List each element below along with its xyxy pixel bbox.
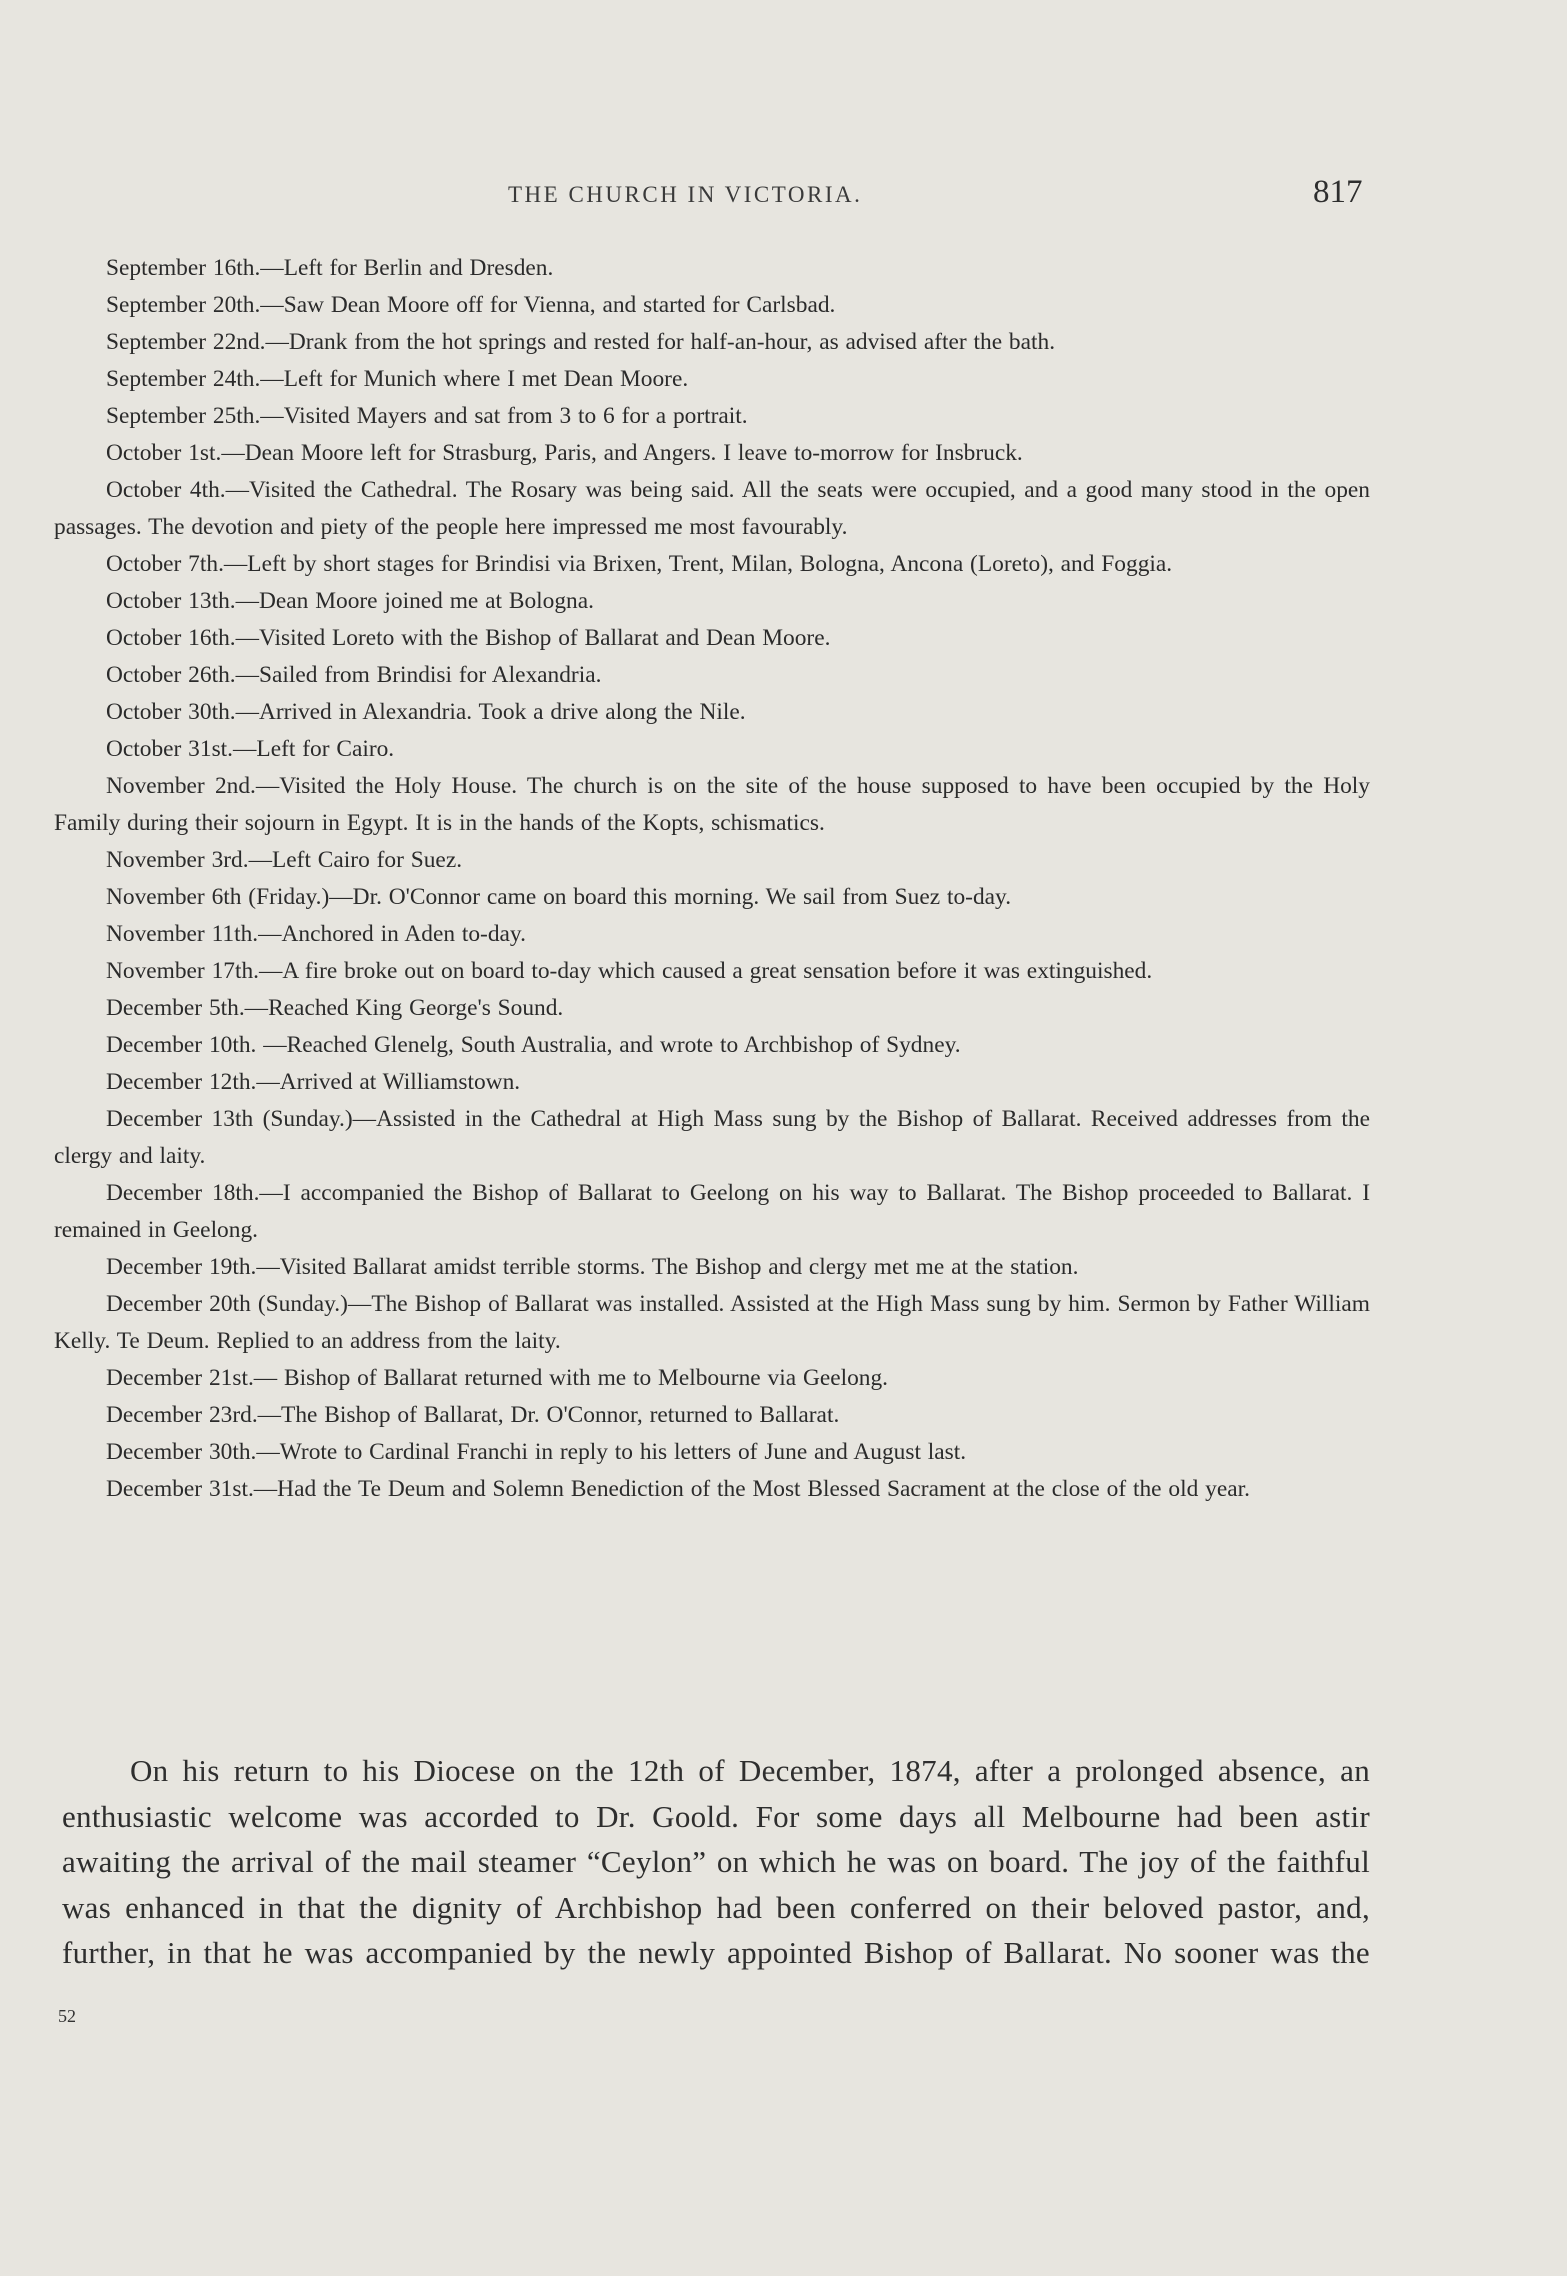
diary-entry: September 25th.—Visited Mayers and sat from 3 to 6 for a portrait. xyxy=(106,403,748,429)
diary-entry: December 20th (Sunday.)—The Bishop of Ballarat was installed. Assisted at the High Mass sung by him. Sermon by Father William Kelly. Te Deum. Replied to an address from the laity. xyxy=(54,1291,1370,1354)
diary-entry: September 24th.—Left for Munich where I met Dean Moore. xyxy=(106,366,689,392)
diary-entry: December 21st.— Bishop of Ballarat returned with me to Melbourne via Geelong. xyxy=(106,1365,889,1391)
diary-entry: December 18th.—I accompanied the Bishop of Ballarat to Geelong on his way to Ballarat. The Bishop proceeded to Ballarat. I remained in Geelong. xyxy=(54,1180,1370,1243)
page-number: 817 xyxy=(1313,174,1363,210)
diary-entries xyxy=(54,250,1370,1508)
diary-entry: November 3rd.—Left Cairo for Suez. xyxy=(106,847,463,873)
diary-entry: December 12th.—Arrived at Williamstown. xyxy=(106,1069,521,1095)
page-header xyxy=(0,174,1567,218)
diary-entry: October 31st.—Left for Cairo. xyxy=(106,736,395,762)
diary-entry: December 10th. —Reached Glenelg, South Australia, and wrote to Archbishop of Sydney. xyxy=(106,1032,961,1058)
diary-entry: November 17th.—A fire broke out on board to-day which caused a great sensation before it was extinguished. xyxy=(106,958,1153,984)
diary-entry: November 2nd.—Visited the Holy House. The church is on the site of the house supposed to have been occupied by the Holy Family during their sojourn in Egypt. It is in the hands of the Kopts, schismatics. xyxy=(54,773,1370,836)
narrative-paragraph: On his return to his Diocese on the 12th of December, 1874, after a prolonged absence, an enthusiastic welcome was accorded to Dr. Goold. For some days all Melbourne had been astir awaiting the arrival of the mail steamer “Ceylon” on which he was on board. The joy of the faithful was enhanced in that the dignity of Archbishop had been conferred on their beloved pastor, and, further, in that he was accompanied by the newly appointed Bishop of Ballarat. No sooner was the xyxy=(62,1753,1370,1970)
diary-entry: October 30th.—Arrived in Alexandria. Took a drive along the Nile. xyxy=(106,699,746,725)
narrative-section xyxy=(62,1748,1370,1976)
diary-entry: December 13th (Sunday.)—Assisted in the Cathedral at High Mass sung by the Bishop of Ballarat. Received addresses from the clergy and laity. xyxy=(54,1106,1370,1169)
diary-entry: December 19th.—Visited Ballarat amidst terrible storms. The Bishop and clergy met me at the station. xyxy=(106,1254,1079,1280)
diary-entry: October 26th.—Sailed from Brindisi for Alexandria. xyxy=(106,662,602,688)
diary-entry: December 31st.—Had the Te Deum and Solemn Benediction of the Most Blessed Sacrament at the close of the old year. xyxy=(106,1476,1250,1502)
diary-entry: December 23rd.—The Bishop of Ballarat, Dr. O'Connor, returned to Ballarat. xyxy=(106,1402,840,1428)
diary-entry: October 13th.—Dean Moore joined me at Bologna. xyxy=(106,588,594,614)
diary-entry: December 5th.—Reached King George's Sound. xyxy=(106,995,564,1021)
signature-mark: 52 xyxy=(58,2006,76,2026)
diary-entry: October 7th.—Left by short stages for Brindisi via Brixen, Trent, Milan, Bologna, Ancona (Loreto), and Foggia. xyxy=(106,551,1173,577)
diary-entry: December 30th.—Wrote to Cardinal Franchi in reply to his letters of June and August last. xyxy=(106,1439,967,1465)
diary-entry: September 22nd.—Drank from the hot springs and rested for half-an-hour, as advised after the bath. xyxy=(106,329,1056,355)
diary-entry: September 20th.—Saw Dean Moore off for Vienna, and started for Carlsbad. xyxy=(106,292,836,318)
diary-entry: October 1st.—Dean Moore left for Strasburg, Paris, and Angers. I leave to-morrow for Insbruck. xyxy=(106,440,1023,466)
diary-entry: October 4th.—Visited the Cathedral. The Rosary was being said. All the seats were occupied, and a good many stood in the open passages. The devotion and piety of the people here impressed me most favourably. xyxy=(54,477,1370,540)
diary-entry: October 16th.—Visited Loreto with the Bishop of Ballarat and Dean Moore. xyxy=(106,625,831,651)
diary-entry: September 16th.—Left for Berlin and Dresden. xyxy=(106,255,554,281)
running-title: THE CHURCH IN VICTORIA. xyxy=(508,182,863,207)
diary-entry: November 11th.—Anchored in Aden to-day. xyxy=(106,921,526,947)
diary-entry: November 6th (Friday.)—Dr. O'Connor came on board this morning. We sail from Suez to-day. xyxy=(106,884,1012,910)
